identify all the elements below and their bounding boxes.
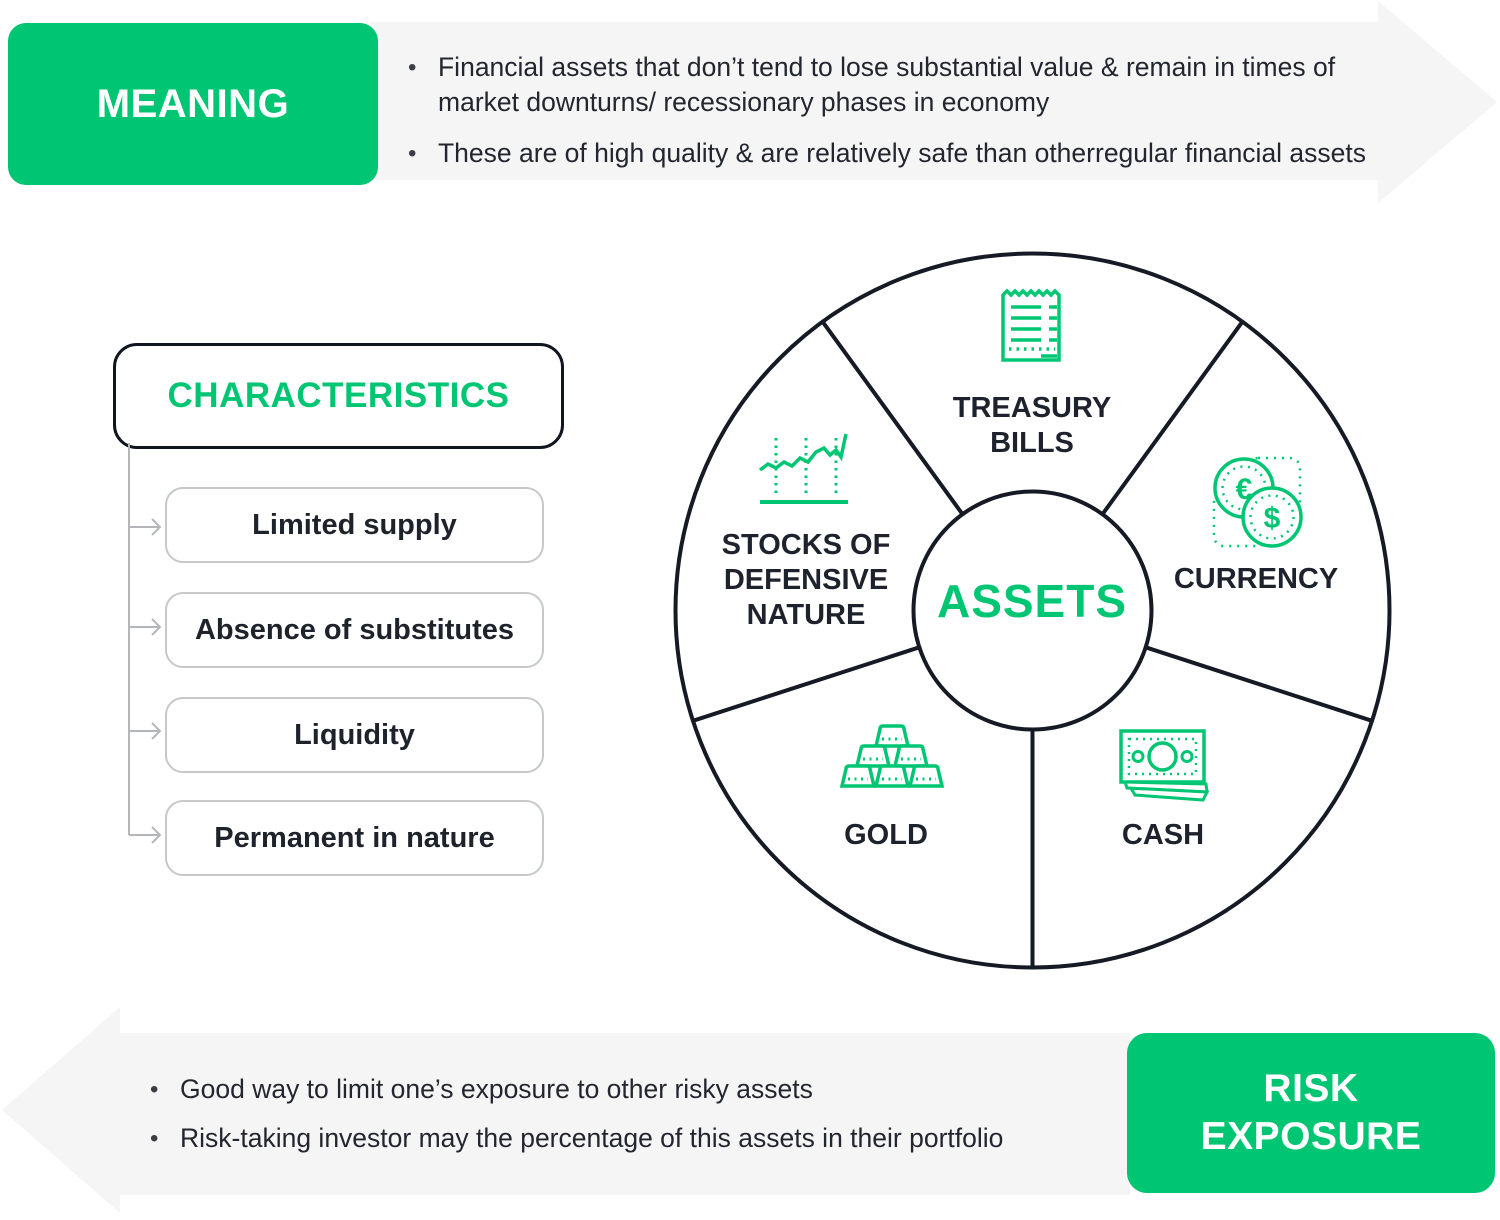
risk-bullet-list — [150, 1072, 1100, 1156]
bullet-dot-icon: • — [150, 1125, 159, 1152]
meaning-title: MEANING — [96, 81, 290, 126]
risk-bullet — [150, 1072, 1100, 1107]
bullet-dot-icon: • — [408, 54, 417, 81]
dollar-symbol: $ — [1263, 502, 1281, 535]
segment-label-treasury-bills: TREASURY BILLS — [952, 392, 1112, 459]
treasury-bill-icon — [999, 286, 1065, 364]
characteristics-title: CHARACTERISTICS — [167, 376, 510, 415]
characteristic-item — [165, 487, 544, 563]
characteristic-label: Permanent in nature — [214, 821, 495, 854]
characteristic-item — [165, 592, 544, 668]
characteristic-item — [165, 800, 544, 876]
stock-chart-icon — [756, 424, 852, 508]
segment-label-currency: CURRENCY — [1173, 563, 1339, 595]
meaning-bullet — [408, 50, 1368, 120]
euro-symbol: € — [1235, 473, 1253, 506]
gold-bars-icon — [840, 722, 944, 790]
risk-bullet — [150, 1121, 1100, 1156]
currency-coins-icon — [1206, 452, 1306, 552]
segment-label-gold: GOLD — [844, 819, 928, 851]
risk-exposure-title-box — [1127, 1033, 1495, 1193]
risk-bullet-text: Risk-taking investor may the percentage of this assets in their portfolio — [180, 1123, 1004, 1153]
cash-banknote-icon — [1116, 726, 1212, 806]
meaning-bullet — [408, 136, 1368, 171]
characteristic-label: Limited supply — [252, 508, 457, 541]
meaning-bullet-text: Financial assets that don’t tend to lose substantial value & remain in times of market downturns/ recessionary phases in economy — [438, 52, 1336, 117]
characteristics-title-box — [113, 343, 564, 449]
meaning-banner-arrowhead — [1378, 1, 1497, 203]
bullet-dot-icon: • — [150, 1076, 159, 1103]
risk-bullet-text: Good way to limit one’s exposure to other risky assets — [180, 1074, 813, 1104]
characteristic-label: Liquidity — [294, 718, 415, 751]
meaning-title-box — [8, 23, 378, 185]
risk-exposure-title: RISK EXPOSURE — [1200, 1067, 1422, 1158]
risk-banner-arrowhead — [2, 1007, 120, 1213]
characteristic-label: Absence of substitutes — [194, 613, 515, 646]
segment-label-cash: CASH — [1121, 819, 1205, 851]
characteristic-item — [165, 697, 544, 773]
wheel-center-label: ASSETS — [936, 575, 1128, 627]
bullet-dot-icon: • — [408, 140, 417, 167]
meaning-bullet-list — [408, 50, 1368, 171]
segment-label-stocks-of-defensive-nature: STOCKS OF DEFENSIVE NATURE — [721, 529, 891, 631]
meaning-bullet-text: These are of high quality & are relatively safe than otherregular financial assets — [438, 138, 1367, 168]
